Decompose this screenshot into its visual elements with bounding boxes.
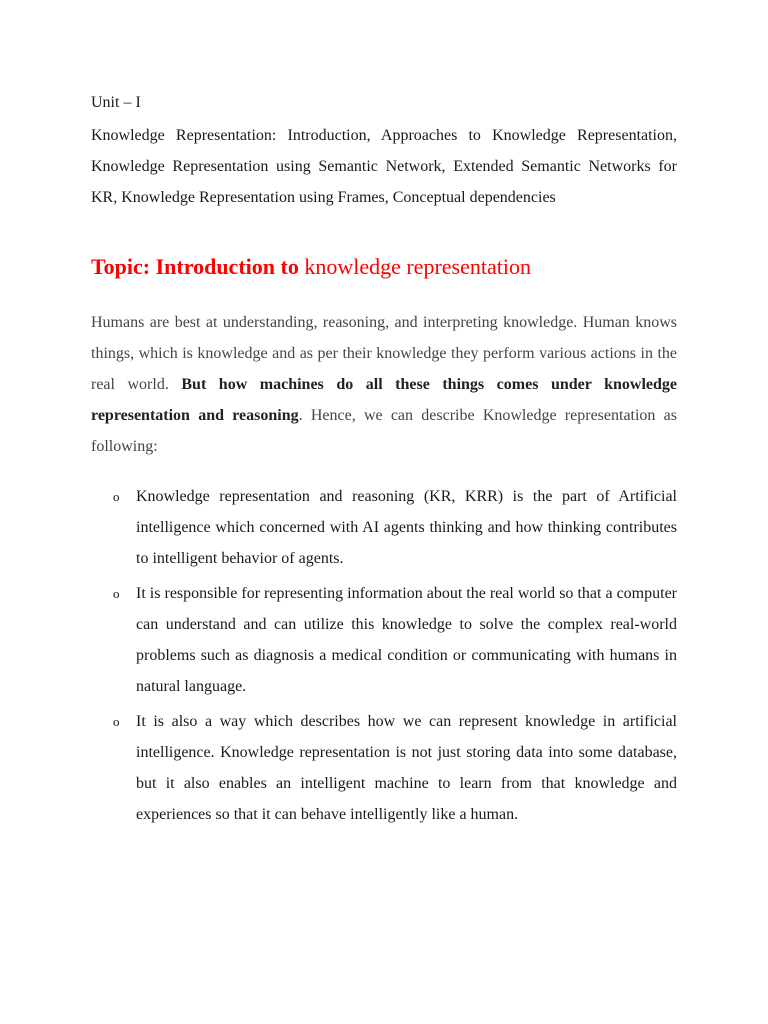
syllabus-text: Knowledge Representation: Introduction, Approaches to Knowledge Representation, Knowledge Representation using Semantic Network, Extended Semantic Networks for KR, Knowledge Representation using Frames, Conceptual dependencies — [91, 127, 677, 206]
list-item — [0, 481, 768, 574]
bullet-marker-icon: o — [113, 586, 120, 601]
intro-paragraph — [91, 307, 677, 462]
list-item — [0, 706, 768, 830]
topic-heading-bold: Topic: Introduction to — [91, 254, 299, 279]
intro-bold-text: But how machines do all these things comes under knowledge representation and reasoning — [91, 376, 678, 424]
list-item — [0, 578, 768, 702]
list-item-text: Knowledge representation and reasoning (KR, KRR) is the part of Artificial intelligence which concerned with AI agents thinking and how thinking contributes to intelligent behavior of agents. — [136, 488, 677, 567]
bullet-marker-icon: o — [113, 714, 120, 729]
bullet-list — [0, 481, 768, 834]
topic-heading-normal: knowledge representation — [304, 254, 531, 279]
topic-heading — [91, 252, 531, 282]
list-item-text: It is responsible for representing information about the real world so that a computer can understand and can utilize this knowledge to solve the complex real-world problems such as diagnosis a medical condition or communicating with humans in natural language. — [136, 585, 677, 695]
intro-text-2: . Hence, we can describe Knowledge representation as following: — [91, 407, 677, 455]
intro-text-1: Humans are best at understanding, reasoning, and interpreting knowledge. Human knows things, which is knowledge and as per their knowledge they perform various actions in the real world. — [91, 314, 677, 393]
bullet-marker-icon: o — [113, 489, 120, 504]
list-item-text: It is also a way which describes how we can represent knowledge in artificial intelligence. Knowledge representation is not just storing data into some database, but it also enables an intelligent machine to learn from that knowledge and experiences so that it can behave intelligently like a human. — [136, 713, 677, 823]
unit-label: Unit – I — [91, 94, 141, 111]
